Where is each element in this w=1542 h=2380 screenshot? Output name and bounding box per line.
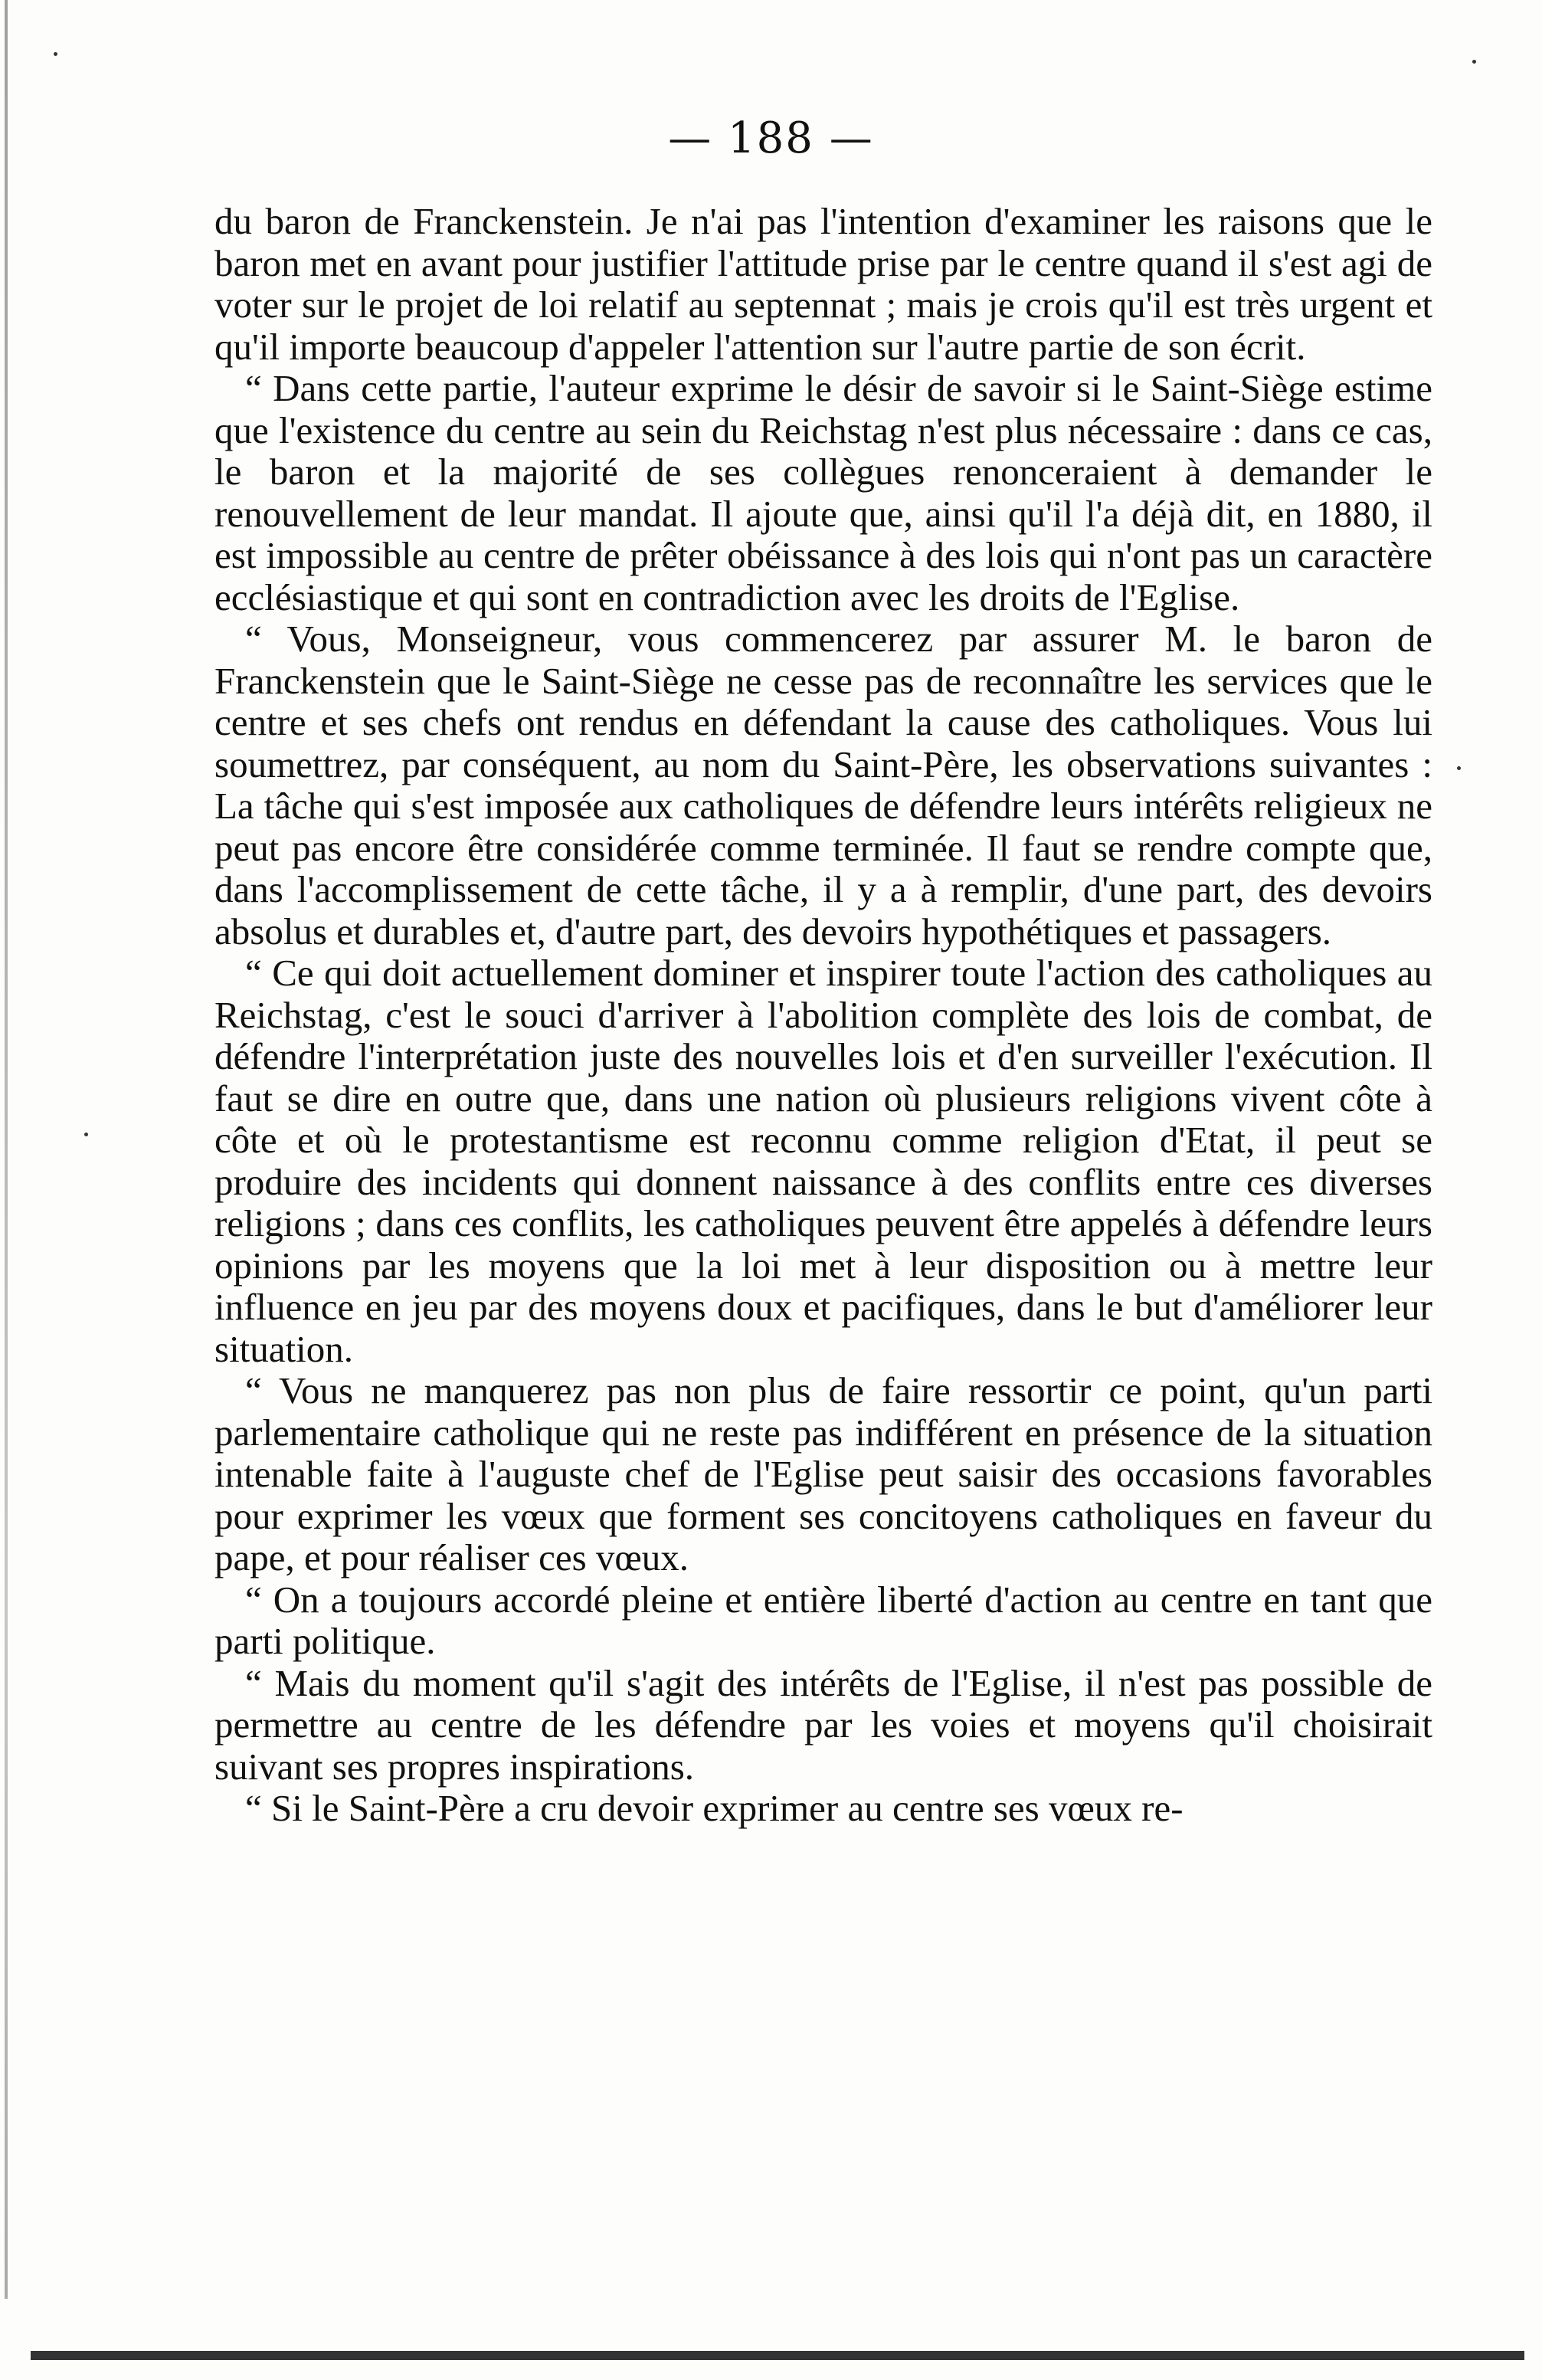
paragraph-2: “ Dans cette partie, l'auteur exprime le désir de savoir si le Saint-Siège estime que l'existence du centre au sein du Reichstag n'est plus nécessaire : dans ce cas, le baron et la majorité de ses collègues renonceraient à demander le renouvellement de leur mandat. Il ajoute que, ainsi qu'il l'a déjà dit, en 1880, il est impossible au centre de prêter obéissance à des lois qui n'ont pas un caractère ecclésiastique et qui sont en contradiction avec les droits de l'Eglise. bbox=[214, 367, 1432, 618]
paragraph-3: “ Vous, Monseigneur, vous commencerez par assurer M. le baron de Franckenstein que le Saint-Siège ne cesse pas de reconnaître les services que le centre et ses chefs ont rendus en défendant la cause des catholiques. Vous lui soumettrez, par conséquent, au nom du Saint-Père, les observations suivantes : La tâche qui s'est imposée aux catholiques de défendre leurs intérêts religieux ne peut pas encore être considérée comme terminée. Il faut se rendre compte que, dans l'accomplissement de cette tâche, il y a à remplir, d'une part, des devoirs absolus et durables et, d'autre part, des devoirs hypothétiques et passagers. bbox=[214, 618, 1432, 952]
ink-speck bbox=[84, 1133, 88, 1136]
page-bottom-edge-shadow bbox=[31, 2351, 1524, 2360]
paragraph-1: du baron de Franckenstein. Je n'ai pas l'intention d'examiner les raisons que le baron met en avant pour justifier l'attitude prise par le centre quand il s'est agi de voter sur le projet de loi relatif au septennat ; mais je crois qu'il est très urgent et qu'il importe beaucoup d'appeler l'attention sur l'autre partie de son écrit. bbox=[214, 200, 1432, 368]
paragraph-6: “ On a toujours accordé pleine et entière liberté d'action au centre en tant que parti politique. bbox=[214, 1578, 1432, 1662]
paragraph-7: “ Mais du moment qu'il s'agit des intérêts de l'Eglise, il n'est pas possible de permettre au centre de les défendre par les voies et moyens qu'il choisirait suivant ses propres inspirations. bbox=[214, 1661, 1432, 1788]
paragraph-4: “ Ce qui doit actuellement dominer et inspirer toute l'action des catholiques au Reichstag, c'est le souci d'arriver à l'abolition complète des lois de combat, de défendre l'interprétation juste des nouvelles lois et d'en surveiller l'exécution. Il faut se dire en outre que, dans une nation où plusieurs religions vivent côte à côte et où le protestantisme est reconnu comme religion d'Etat, il peut se produire des incidents qui donnent naissance à des conflits entre ces diverses religions ; dans ces conflits, les catholiques peuvent être appelés à défendre leurs opinions par les moyens que la loi met à leur disposition ou à mettre leur influence en jeu par des moyens doux et pacifiques, dans le but d'améliorer leur situation. bbox=[214, 952, 1432, 1370]
paragraph-8: “ Si le Saint-Père a cru devoir exprimer au centre ses vœux re- bbox=[245, 1787, 1184, 1829]
ink-speck bbox=[1472, 60, 1476, 64]
page-number: — 188 — bbox=[668, 113, 874, 163]
paragraph-5: “ Vous ne manquerez pas non plus de faire ressortir ce point, qu'un parti parlementaire catholique qui ne reste pas indifférent en présence de la situation intenable faite à l'auguste chef de l'Eglise peut saisir des occasions favorables pour exprimer les vœux que forment ses concitoyens catholiques en faveur du pape, et pour réaliser ces vœux. bbox=[214, 1369, 1432, 1578]
page-left-edge-shadow bbox=[5, 0, 8, 2299]
body-text bbox=[214, 201, 1432, 1830]
ink-speck bbox=[54, 52, 57, 56]
ink-speck bbox=[1457, 766, 1461, 770]
